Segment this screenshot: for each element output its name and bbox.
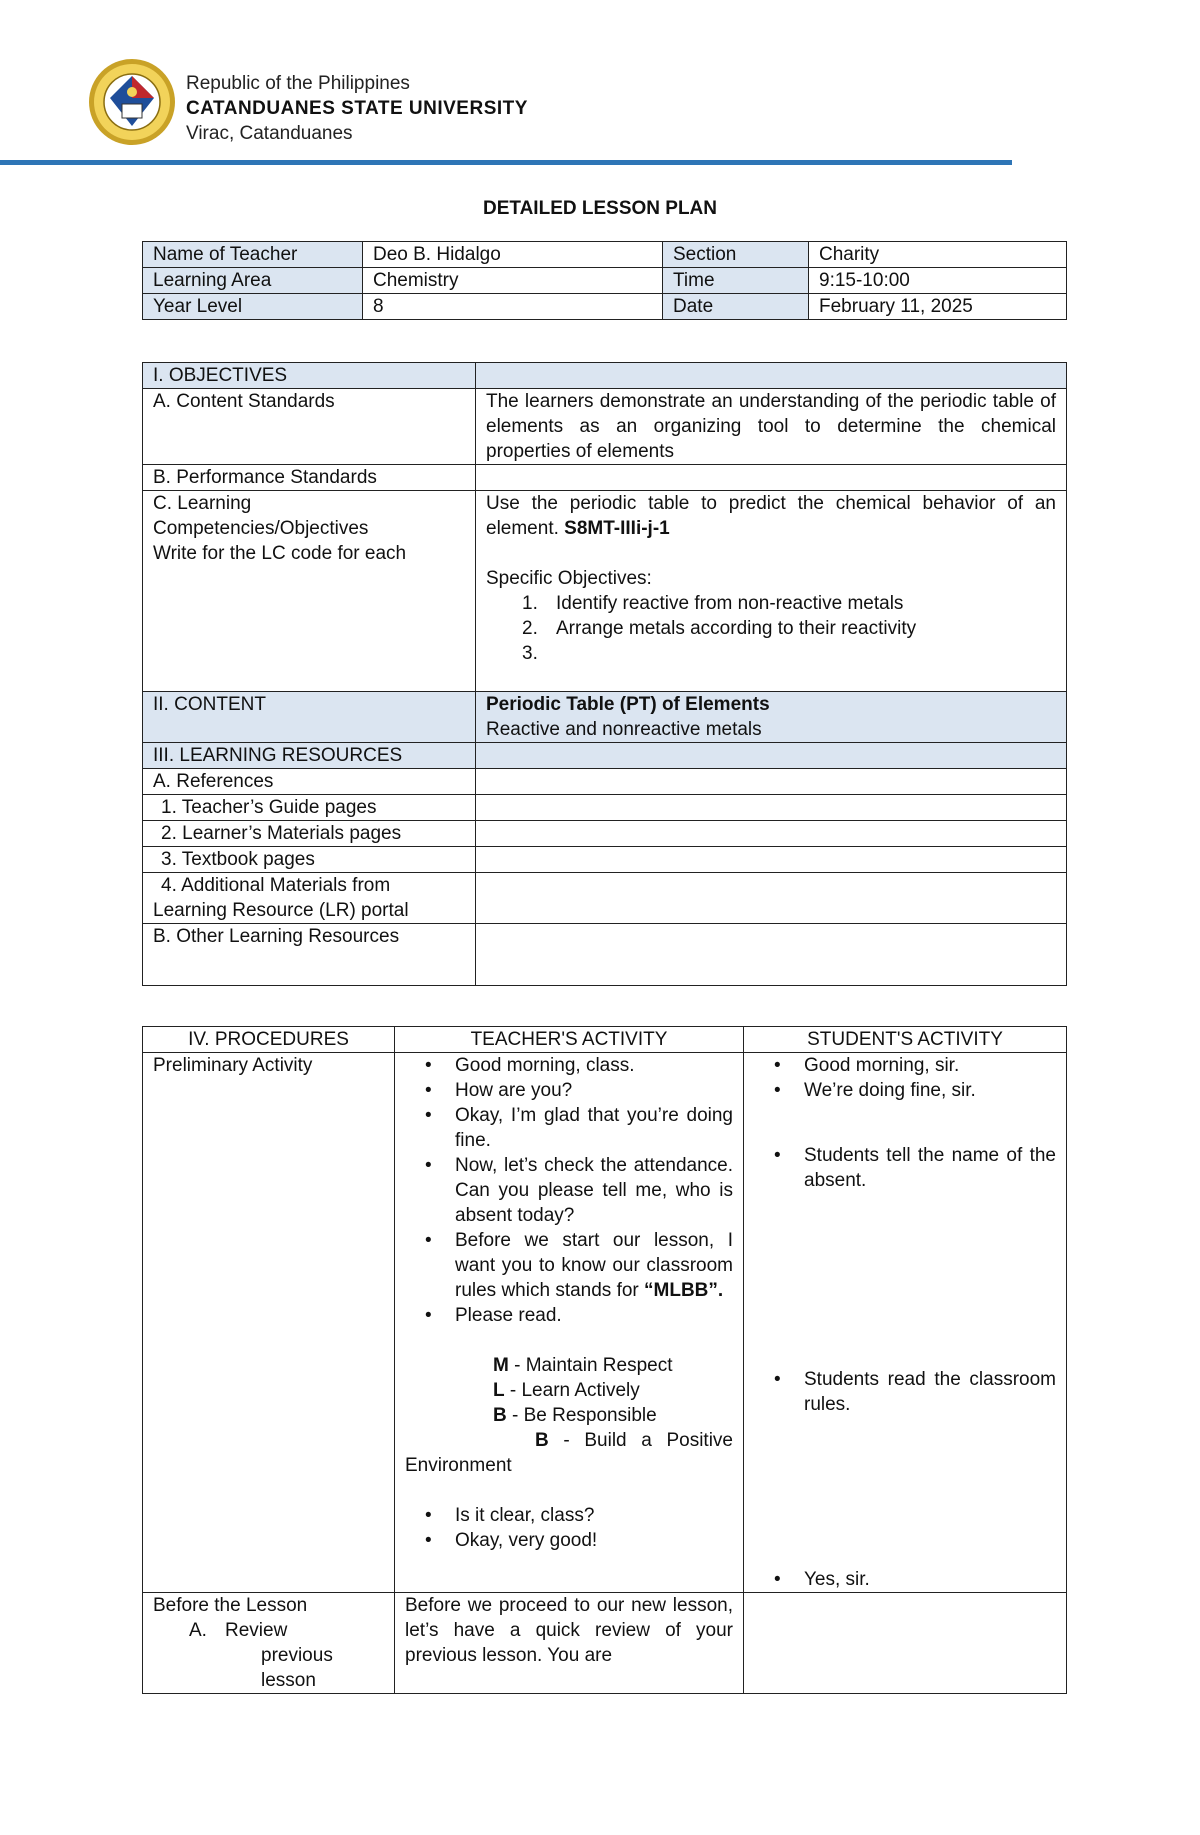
list-item: • Students tell the name of the absent. [744,1143,1056,1193]
list-item: 1. Identify reactive from non-reactive metals [522,593,904,614]
student-activity-col-header: STUDENT'S ACTIVITY [744,1027,1067,1053]
textbook-pages-label: 3. Textbook pages [143,847,476,873]
tg-pages-label: 1. Teacher’s Guide pages [143,795,476,821]
competencies-label [143,491,476,692]
content-subtopic: Reactive and nonreactive metals [486,719,762,740]
list-item: • Good morning, class. [395,1053,733,1078]
competencies-label-line3: Write for the LC code for each [153,543,407,564]
competencies-label-line2: Competencies/Objectives [153,518,369,539]
review-label: A. Review previous lesson [189,1620,333,1691]
teacher-info-table [142,241,1067,320]
date-label: Date [663,294,809,320]
content-text [476,692,1067,743]
competency-statement [486,491,1056,541]
list-item: • Before we start our lesson, I want you to know our classroom rules which stands for “MLBB”. [395,1228,733,1303]
rule-l: L - Learn Actively [493,1380,640,1401]
page-title: DETAILED LESSON PLAN [483,198,717,219]
section-label: Section [663,242,809,268]
university-name: CATANDUANES STATE UNIVERSITY [186,98,528,119]
competencies-text [476,491,1067,692]
teacher-value: Deo B. Hidalgo [363,242,663,268]
references-label: A. References [143,769,476,795]
objectives-table [142,362,1067,986]
list-item: • Yes, sir. [744,1567,1056,1592]
objectives-heading-blank [476,363,1067,389]
competency-code: S8MT-IIIi-j-1 [564,518,670,539]
procedures-table [142,1026,1067,1694]
content-topic: Periodic Table (PT) of Elements [486,694,770,715]
resources-heading-blank [476,743,1067,769]
list-item: • How are you? [395,1078,733,1103]
content-standards-text: The learners demonstrate an understanding of the periodic table of elements as an organizing tool to determine the chemical properties of elements [476,389,1067,465]
other-resources-label: B. Other Learning Resources [143,924,476,986]
content-standards-label: A. Content Standards [143,389,476,465]
header-text [186,71,528,146]
content-heading: II. CONTENT [143,692,476,743]
teacher-activity-cell [395,1053,744,1593]
resources-heading: III. LEARNING RESOURCES [143,743,476,769]
procedures-col-header: IV. PROCEDURES [143,1027,395,1053]
list-item: • We’re doing fine, sir. [744,1078,1056,1103]
date-value: February 11, 2025 [809,294,1067,320]
competencies-label-line1: C. Learning [153,493,252,514]
level-label: Year Level [143,294,363,320]
list-item: • Please read. [395,1303,733,1328]
specific-objectives-heading: Specific Objectives: [486,568,652,589]
header-rule [0,160,1012,165]
document-header [0,56,1200,166]
additional-materials-label: 4. Additional Materials from Learning Resource (LR) portal [143,873,476,924]
republic-line: Republic of the Philippines [186,73,410,94]
list-item: 2. Arrange metals according to their reactivity [522,618,917,639]
before-lesson-teacher-text: Before we proceed to our new lesson, let’s have a quick review of your previous lesson. You are [395,1593,744,1694]
objectives-heading: I. OBJECTIVES [143,363,476,389]
time-label: Time [663,268,809,294]
before-lesson-student-text [744,1593,1067,1694]
level-value: 8 [363,294,663,320]
competency-text: Use the periodic table to predict the chemical behavior of an element. [486,493,1056,539]
list-item: • Is it clear, class? [395,1503,733,1528]
rule-b1: B - Be Responsible [493,1405,657,1426]
university-location: Virac, Catanduanes [186,123,353,144]
before-lesson-label: Before the Lesson A. Review previous lesson [143,1593,395,1694]
teacher-activity-list [395,1053,733,1328]
list-item: • Now, let’s check the attendance. Can you please tell me, who is absent today? [395,1153,733,1228]
performance-standards-label: B. Performance Standards [143,465,476,491]
student-activity-cell [744,1053,1067,1593]
area-value: Chemistry [363,268,663,294]
rule-m: M - Maintain Respect [493,1355,673,1376]
performance-standards-text [476,465,1067,491]
preliminary-activity-label: Preliminary Activity [143,1053,395,1593]
rule-b2: B - Build a Positive Environment [405,1430,733,1476]
list-item: • Okay, very good! [395,1528,733,1553]
list-item: 3. [522,643,538,664]
specific-objectives-list [486,591,1056,666]
area-label: Learning Area [143,268,363,294]
section-value: Charity [809,242,1067,268]
student-activity-list [744,1053,1056,1103]
teacher-activity-col-header: TEACHER'S ACTIVITY [395,1027,744,1053]
university-seal-icon [88,58,176,146]
lm-pages-label: 2. Learner’s Materials pages [143,821,476,847]
teacher-label: Name of Teacher [143,242,363,268]
list-item: • Students read the classroom rules. [744,1367,1056,1417]
list-item: • Good morning, sir. [744,1053,1056,1078]
list-item: • Okay, I’m glad that you’re doing fine. [395,1103,733,1153]
time-value: 9:15-10:00 [809,268,1067,294]
